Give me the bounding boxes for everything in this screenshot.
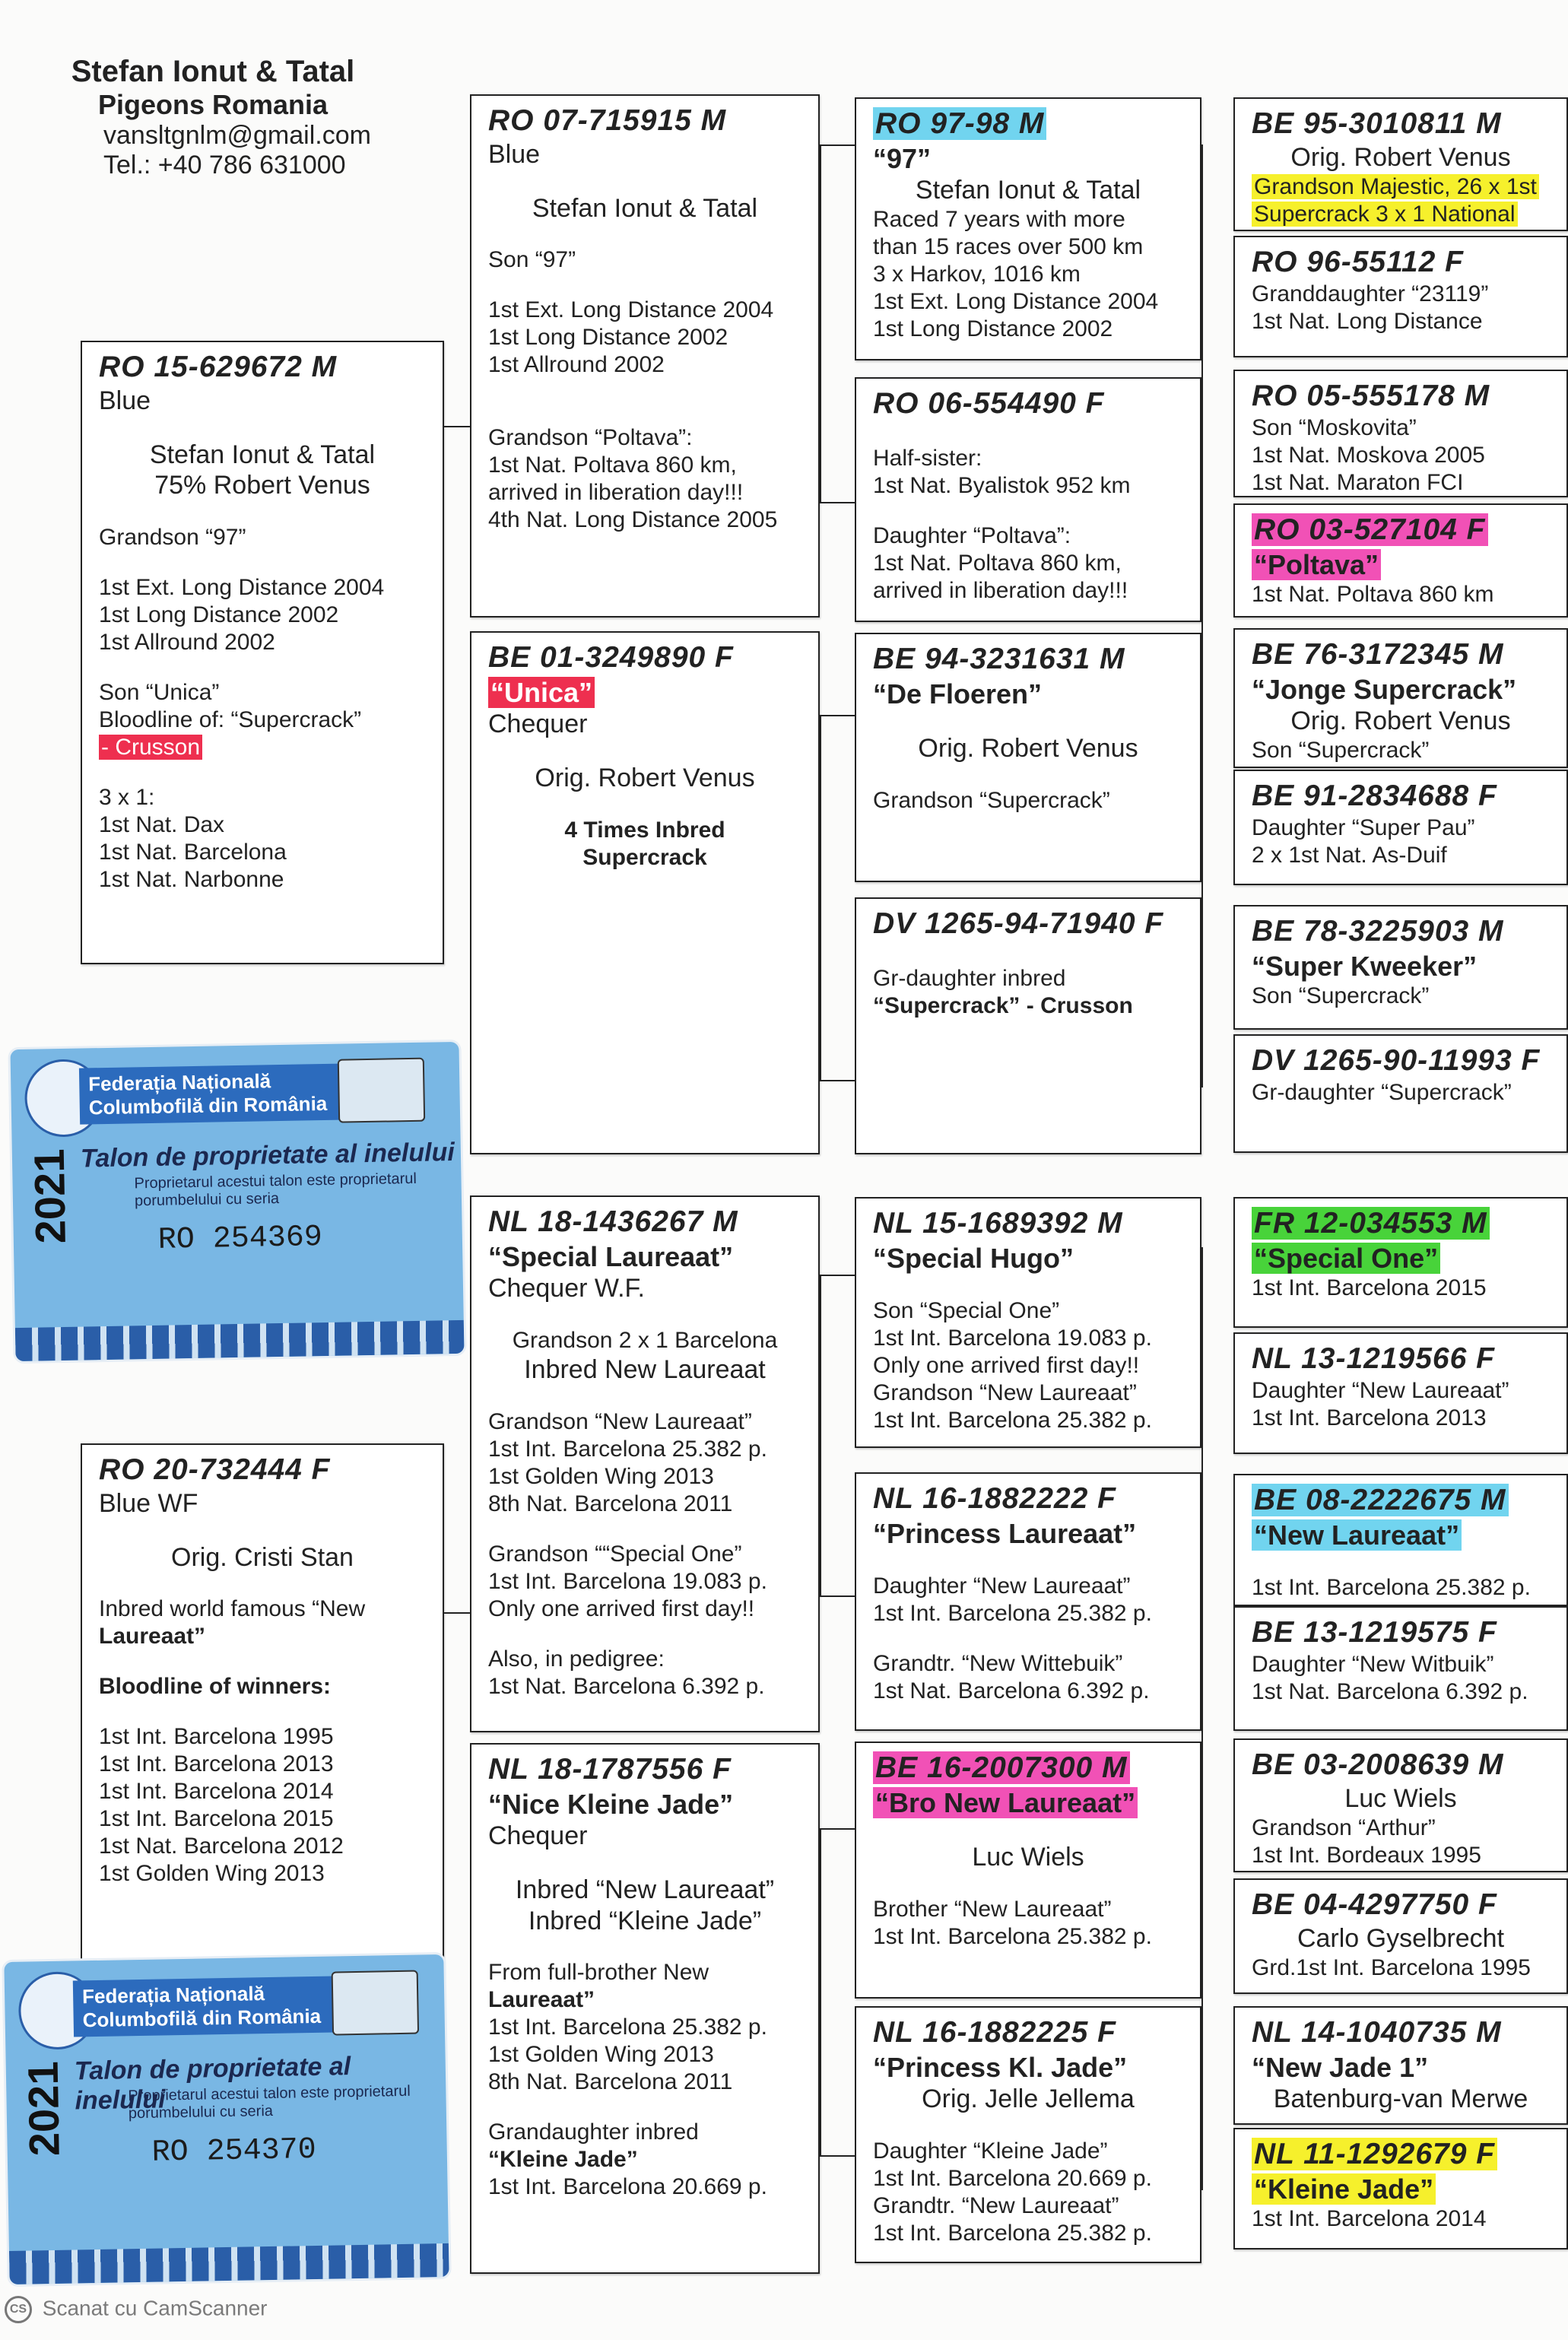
spacer [873,1550,1183,1573]
pigeon-box-ggg3 [1233,370,1568,497]
connector-g3-top [820,1275,855,1276]
pigeon-info-line: Orig. Robert Venus [1290,706,1511,735]
ring-number: NL 18-1436267 M [488,1205,738,1238]
connector-g3 [820,1275,821,1595]
spacer [488,274,801,297]
pigeon-info-line: “Unica” [488,676,801,709]
breeder-email: vansltgnlm@gmail.com [103,121,371,150]
connector-g2 [820,715,821,1080]
pigeon-info-line: “Poltava” [1252,548,1550,581]
spacer [99,656,426,679]
pigeon-info-line: 8th Nat. Barcelona 2011 [488,1491,733,1516]
ring-number: NL 14-1040735 M [1252,2016,1502,2049]
spacer [873,422,1183,445]
pigeon-box-gg3 [855,633,1201,882]
spacer [488,740,801,763]
spacer [873,710,1183,733]
pigeon-info-line: 1st Int. Barcelona 25.382 p. [873,1407,1152,1433]
connector-gg-col1 [1201,144,1203,1087]
breeder-header [0,55,426,180]
pigeon-info-line: 1st Nat. Narbonne [99,867,284,893]
pigeon-info-line: Granddaughter “23119” [1252,281,1489,306]
pigeon-info-line: Luc Wiels [1344,1783,1457,1813]
pigeon-info-line: 2 x 1st Nat. As-Duif [1252,842,1447,868]
ring-number: RO 03-527104 F [1252,513,1550,548]
pigeon-info-line: 75% Robert Venus [154,471,370,500]
pigeon-box-ggg4 [1233,503,1568,618]
spacer [99,1650,426,1673]
pigeon-info-line: Laureaat” [99,1624,206,1649]
spacer [488,1518,801,1541]
pigeon-info-line: 1st Nat. Barcelona 6.392 p. [488,1673,765,1699]
pigeon-info-line: Grandson “Poltava”: [488,425,693,451]
spacer [488,1852,801,1875]
ring-number: RO 97-98 M [873,106,1183,142]
connector-g4-top [820,1828,855,1830]
pigeon-box-sire-dam [470,631,820,1154]
pigeon-info-line: Daughter “New Laureaat” [873,1573,1131,1599]
card-subtitle: Proprietarul acestui talon este proprietarul porumbelului cu seria [128,2082,411,2123]
pigeon-info-line: 1st Int. Barcelona 25.382 p. [873,1923,1152,1949]
connector-g1 [820,144,821,502]
pigeon-info-line: 1st Nat. Poltava 860 km, [488,452,737,478]
pigeon-info-line: Chequer [488,1821,588,1850]
pigeon-info-line: Half-sister: [873,445,982,471]
pigeon-info-line: Chequer [488,709,588,738]
pigeon-info-line: Orig. Robert Venus [1290,142,1511,172]
pigeon-info-line: Son “Unica” [99,680,220,706]
ring-number: DV 1265-90-11993 F [1252,1044,1541,1077]
ring-number: BE 16-2007300 M [873,1751,1183,1786]
pigeon-info-line: “Princess Kl. Jade” [873,2051,1128,2083]
pigeon-info-line: Gr-daughter inbred [873,965,1066,991]
ring-number: BE 03-2008639 M [1252,1748,1504,1781]
ring-number: BE 76-3172345 M [1252,638,1504,671]
ring-number: BE 13-1219575 F [1252,1616,1497,1649]
pigeon-info-line: “Kleine Jade” [488,2147,638,2173]
pigeon-info-line: 1st Ext. Long Distance 2004 [488,297,774,323]
spacer [488,794,801,817]
pigeon-info-line: 1st Nat. Poltava 860 km [1252,581,1494,607]
pigeon-box-gg6 [855,1472,1201,1731]
pigeon-info-line: Grandtr. “New Laureaat” [873,2192,1119,2218]
connector-gg-col2 [1201,1247,1203,2190]
pigeon-box-ggg11 [1233,1474,1568,1606]
ring-number: NL 16-1882222 F [873,1482,1116,1515]
spacer [99,417,426,440]
pigeon-info-line: 1st Nat. Byalistok 952 km [873,472,1131,498]
pigeon-info-line: Stefan Ionut & Tatal [915,175,1141,205]
pigeon-info-line: “Jonge Supercrack” [1252,673,1517,705]
spacer [488,1386,801,1408]
pigeon-info-line: “Nice Kleine Jade” [488,1788,734,1820]
spacer [99,1573,426,1595]
pigeon-box-gg5 [855,1197,1201,1448]
ring-number: BE 95-3010811 M [1252,107,1502,140]
connector-p2 [444,1612,470,1614]
pigeon-info-line: “Special One” [1252,1242,1550,1275]
pigeon-box-ggg8 [1233,1034,1568,1153]
pigeon-info-line: Supercrack [582,844,707,870]
card-title: Talon de proprietate al inelului [74,2052,351,2116]
spacer [488,2096,801,2119]
pigeon-info-line: Also, in pedigree: [488,1646,665,1672]
pigeon-info-line: Raced 7 years with more [873,206,1125,232]
pigeon-info-line: Supercrack 3 x 1 National [1252,201,1550,228]
pigeon-info-line: Orig. Robert Venus [918,733,1138,763]
spacer [99,1700,426,1723]
pigeon-info-line: Batenburg-van Merwe [1273,2084,1528,2113]
breeder-name: Stefan Ionut & Tatal [71,55,355,88]
pigeon-info-line: 1st Int. Barcelona 2014 [1252,2205,1487,2231]
pigeon-info-line: Grandson “New Laureaat” [873,1380,1137,1405]
pigeon-box-ggg1 [1233,97,1568,231]
pigeon-info-line: Only one arrived first day!! [488,1595,755,1621]
pigeon-info-line: “Bro New Laureaat” [873,1786,1183,1819]
spacer [488,170,801,193]
pigeon-box-ggg2 [1233,236,1568,357]
pigeon-info-line: 1st Nat. Poltava 860 km, [873,550,1122,576]
pigeon-info-line: Grandson ““Special One” [488,1541,742,1567]
ring-number: NL 11-1292679 F [1252,2137,1550,2173]
connector-g1-top [820,144,855,146]
pigeon-info-line: Son “Special One” [873,1297,1060,1323]
pigeon-info-line: 1st Int. Barcelona 20.669 p. [873,2165,1152,2191]
card-subtitle: Proprietarul acestui talon este proprietarul porumbelului cu seria [134,1170,417,1210]
pigeon-info-line: “Super Kweeker” [1252,950,1478,982]
pigeon-info-line: 1st Int. Barcelona 25.382 p. [488,1436,767,1462]
pigeon-info-line: Laureaat” [488,1987,595,2013]
spacer [99,1519,426,1542]
pigeon-info-line: From full-brother New [488,1960,709,1986]
pigeon-emblem-icon [332,1970,419,2036]
pigeon-info-line: 1st Golden Wing 2013 [99,1861,325,1887]
spacer [488,402,801,424]
ring-ownership-card-2 [2,1952,451,2287]
pigeon-info-line: 1st Int. Barcelona 25.382 p. [873,2220,1152,2246]
pigeon-info-line: Son “Moskovita” [1252,414,1417,440]
pigeon-info-line: Grandson “Arthur” [1252,1815,1436,1840]
ring-number: NL 16-1882225 F [873,2016,1116,2049]
pigeon-info-line: 1st Ext. Long Distance 2004 [873,288,1159,314]
pigeon-info-line: 1st Int. Barcelona 2013 [99,1751,334,1777]
pigeon-info-line: 1st Golden Wing 2013 [488,1463,714,1489]
pigeon-info-line: 1st Ext. Long Distance 2004 [99,575,385,601]
connector-g2-top [820,715,855,716]
scanner-label: Scanat cu CamScanner [42,2296,268,2320]
spacer [873,1275,1183,1297]
pigeon-info-line: Daughter “Kleine Jade” [873,2138,1108,2164]
spacer [873,942,1183,965]
pigeon-info-line: Orig. Jelle Jellema [922,2084,1135,2113]
connector-p1 [444,426,470,427]
ring-number: BE 08-2222675 M [1252,1483,1550,1519]
pigeon-info-line: “Supercrack” - Crusson [873,992,1133,1018]
pigeon-info-line: 1st Nat. Long Distance [1252,308,1483,334]
pigeon-info-line: 1st Nat. Moskova 2005 [1252,442,1485,468]
pigeon-info-line: Orig. Cristi Stan [171,1542,354,1572]
pigeon-info-line: 1st Nat. Barcelona 2012 [99,1834,344,1859]
ring-number: RO 15-629672 M [99,351,338,383]
ring-ownership-card-1 [8,1040,466,1364]
pigeon-info-line: 1st Int. Barcelona 2015 [99,1806,334,1832]
pigeon-info-line: Chequer W.F. [488,1273,645,1303]
pigeon-info-line: Grandson “Supercrack” [873,787,1110,813]
pigeon-info-line: Luc Wiels [972,1842,1084,1872]
pigeon-info-line: Inbred “New Laureaat” [515,1875,775,1904]
scanner-footer [5,2296,268,2323]
ring-number: BE 78-3225903 M [1252,915,1504,948]
pigeon-info-line: Blue [488,139,541,169]
spacer [1252,1551,1550,1574]
pigeon-info-line: 1st Int. Bordeaux 1995 [1252,1842,1481,1868]
camscanner-icon: CS [5,2296,32,2323]
pigeon-info-line: 1st Long Distance 2002 [873,316,1113,341]
pigeon-info-line: Grandtr. “New Wittebuik” [873,1650,1123,1676]
pigeon-box-gg4 [855,897,1201,1154]
pigeon-info-line: arrived in liberation day!!! [488,480,744,506]
pigeon-info-line: Inbred world famous “New [99,1596,366,1622]
ring-number: BE 04-4297750 F [1252,1888,1497,1921]
pigeon-info-line: Brother “New Laureaat” [873,1896,1112,1922]
card-ring-number: RO 254370 [151,2132,317,2170]
pigeon-info-line: 1st Int. Barcelona 25.382 p. [488,2015,767,2040]
pigeon-info-line: 1st Int. Barcelona 25.382 p. [873,1600,1152,1626]
pigeon-info-line: 1st Int. Barcelona 2015 [1252,1275,1487,1300]
spacer [873,1873,1183,1896]
card-org: Federația Națională Columbofilă din România [79,1063,369,1125]
pigeon-info-line: Grandson “97” [99,525,246,551]
pigeon-info-line: Blue WF [99,1488,198,1518]
pigeon-info-line: “Special Laureaat” [488,1240,734,1272]
pigeon-info-line: Son “Supercrack” [1252,983,1430,1008]
connector-g2-bot [820,1080,855,1081]
spacer [873,1627,1183,1650]
ring-number: NL 18-1787556 F [488,1753,732,1786]
ring-number: FR 12-034553 M [1252,1206,1550,1242]
pigeon-box-ggg15 [1233,2006,1568,2125]
pigeon-info-line: 1st Allround 2002 [99,630,275,656]
pigeon-emblem-icon [338,1058,425,1123]
pigeon-info-line: Bloodline of: “Supercrack” [99,707,362,733]
pigeon-info-line: 1st Allround 2002 [488,352,665,378]
pigeon-info-line: 3 x Harkov, 1016 km [873,261,1081,287]
ring-number: BE 91-2834688 F [1252,779,1497,812]
pigeon-info-line: Grd.1st Int. Barcelona 1995 [1252,1954,1531,1980]
pigeon-info-line: Gr-daughter “Supercrack” [1252,1079,1512,1105]
pigeon-info-line: 3 x 1: [99,785,155,811]
pigeon-box-dam-sire [470,1195,820,1732]
spacer [873,2115,1183,2138]
pigeon-info-line: 1st Nat. Barcelona 6.392 p. [873,1678,1150,1703]
pigeon-info-line: Grandson Majestic, 26 x 1st [1252,173,1550,201]
pigeon-info-line: Grandaughter inbred [488,2119,699,2145]
pigeon-box-ggg6 [1233,770,1568,885]
ring-number: BE 01-3249890 F [488,641,734,674]
pigeon-info-line: Grandson “New Laureaat” [488,1408,752,1434]
pigeon-info-line: 1st Nat. Barcelona [99,840,287,865]
pigeon-info-line: Blue [99,386,151,415]
spacer [873,764,1183,787]
pigeon-info-line: 4 Times Inbred [564,817,725,843]
card-org: Federația Națională Columbofilă din România [73,1976,363,2037]
breeder-phone: Tel.: +40 786 631000 [103,151,346,179]
pigeon-box-ggg7 [1233,905,1568,1030]
pigeon-box-dam [81,1443,444,1976]
pigeon-info-line: arrived in liberation day!!! [873,577,1128,603]
pigeon-info-line: Daughter “Super Pau” [1252,814,1475,840]
pigeon-box-sire-sire [470,94,820,618]
card-year: 2021 [24,1148,75,1244]
ring-number: RO 05-555178 M [1252,379,1490,412]
pigeon-info-line: Bloodline of winners: [99,1674,331,1700]
pigeon-info-line: Inbred New Laureaat [524,1354,766,1384]
pigeon-box-ggg10 [1233,1332,1568,1454]
pigeon-info-line: Daughter “New Laureaat” [1252,1377,1509,1403]
pigeon-info-line: 1st Nat. Maraton FCI [1252,469,1464,495]
spacer [488,1623,801,1646]
pigeon-info-line: “Kleine Jade” [1252,2173,1550,2205]
pigeon-info-line: 1st Nat. Barcelona 6.392 p. [1252,1678,1528,1704]
pigeon-box-ggg12 [1233,1606,1568,1731]
connector-g4-bot [820,2155,855,2157]
pigeon-info-line: 1st Long Distance 2002 [99,602,339,628]
card-pattern-band [9,2243,449,2284]
pigeon-info-line: 4th Nat. Long Distance 2005 [488,507,778,533]
pigeon-info-line: Orig. Robert Venus [535,763,755,792]
ring-number: RO 06-554490 F [873,387,1105,420]
ring-number: RO 07-715915 M [488,104,727,137]
ring-number: RO 20-732444 F [99,1453,331,1486]
pigeon-box-ggg5 [1233,628,1568,768]
pigeon-info-line: Stefan Ionut & Tatal [532,193,758,223]
spacer [488,1304,801,1327]
pigeon-info-line: Daughter “Poltava”: [873,522,1071,548]
card-title: Talon de proprietate al inelului [80,1138,455,1173]
card-ring-number: RO 254369 [157,1221,323,1258]
pigeon-info-line: “De Floeren” [873,678,1043,710]
spacer [873,500,1183,522]
connector-g3-bot [820,1595,855,1597]
pigeon-info-line: 1st Nat. Dax [99,812,225,838]
pigeon-info-line: Stefan Ionut & Tatal [149,440,376,469]
breeder-subtitle: Pigeons Romania [97,89,329,120]
ring-number: NL 13-1219566 F [1252,1342,1495,1375]
pigeon-info-line: Grandson 2 x 1 Barcelona [512,1327,778,1353]
pigeon-info-line: 1st Int. Barcelona 20.669 p. [488,2174,767,2200]
pigeon-box-sire [81,341,444,964]
pigeon-info-line: 1st Long Distance 2002 [488,325,728,351]
pigeon-info-line: “Special Hugo” [873,1242,1074,1274]
pigeon-info-line: 8th Nat. Barcelona 2011 [488,2069,733,2095]
pigeon-info-line: 1st Int. Barcelona 2014 [99,1779,334,1805]
pigeon-info-line: Daughter “New Witbuik” [1252,1651,1494,1677]
spacer [488,379,801,402]
pigeon-box-dam-dam [470,1743,820,2274]
spacer [488,1936,801,1959]
card-pattern-band [15,1320,465,1361]
ring-number: NL 15-1689392 M [873,1207,1123,1240]
pigeon-info-line: Son “97” [488,247,576,273]
pigeon-box-ggg9 [1233,1197,1568,1328]
pigeon-info-line: “New Jade 1” [1252,2051,1429,2083]
connector-g1-bot [820,502,855,503]
ring-number: BE 94-3231631 M [873,643,1125,675]
pigeon-box-ggg14 [1233,1878,1568,1994]
pigeon-info-line: 1st Int. Barcelona 19.083 p. [488,1568,767,1594]
pigeon-info-line: “New Laureaat” [1252,1519,1550,1551]
pigeon-info-line: - Crusson [99,734,426,761]
ring-number: RO 96-55112 F [1252,246,1464,278]
pigeon-info-line: 1st Int. Barcelona 2013 [1252,1405,1487,1430]
pigeon-info-line: Son “Supercrack” [1252,737,1430,763]
pigeon-info-line: 1st Golden Wing 2013 [488,2042,714,2068]
pigeon-info-line: 1st Int. Barcelona 19.083 p. [873,1325,1152,1351]
pigeon-box-ggg13 [1233,1738,1568,1872]
spacer [99,551,426,574]
pigeon-box-gg2 [855,377,1201,622]
spacer [488,224,801,246]
pigeon-info-line: “Princess Laureaat” [873,1517,1137,1549]
pigeon-info-line: Only one arrived first day!! [873,1352,1140,1378]
pigeon-info-line: Carlo Gyselbrecht [1297,1923,1505,1953]
spacer [99,761,426,784]
pigeon-box-gg7 [855,1742,1201,1999]
pigeon-info-line: Inbred “Kleine Jade” [528,1906,762,1935]
spacer [99,501,426,524]
spacer [873,1819,1183,1842]
card-year: 2021 [18,2061,68,2157]
ring-number: DV 1265-94-71940 F [873,907,1164,940]
pigeon-info-line: 1st Int. Barcelona 1995 [99,1724,334,1750]
pigeon-info-line: than 15 races over 500 km [873,233,1144,259]
pigeon-info-line: “97” [873,142,932,174]
connector-g4 [820,1828,821,2155]
pigeon-box-gg8 [855,2006,1201,2263]
pigeon-info-line: 1st Int. Barcelona 25.382 p. [1252,1574,1531,1600]
pigeon-box-gg1 [855,97,1201,360]
pigeon-box-ggg16 [1233,2128,1568,2250]
